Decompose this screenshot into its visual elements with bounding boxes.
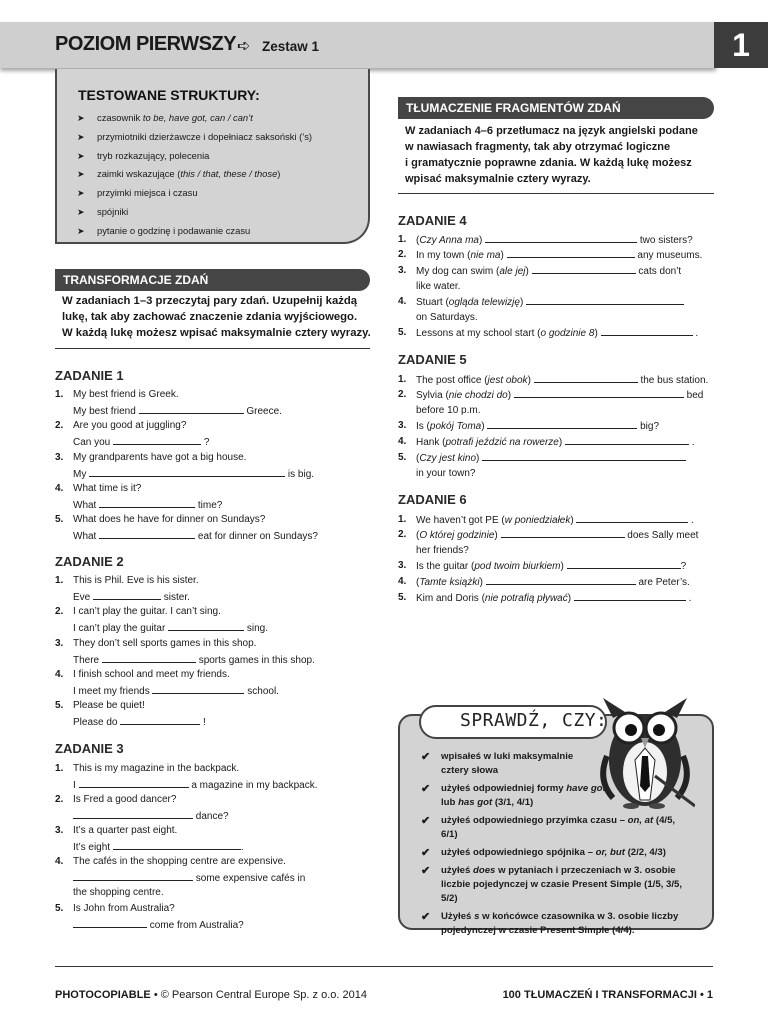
answer-blank[interactable] bbox=[514, 387, 684, 398]
checkmark-icon: ✔ bbox=[421, 751, 431, 763]
footer-divider bbox=[55, 966, 713, 967]
arrow-bullet-icon: ➤ bbox=[77, 113, 85, 123]
header-bar bbox=[0, 22, 716, 68]
checklist-item: ✔ użyłeś odpowiedniej formy have got lub has got (3/1, 4/1) bbox=[421, 783, 606, 808]
answer-blank[interactable] bbox=[482, 450, 686, 461]
structure-item: ➤ przyimki miejsca i czasu bbox=[77, 184, 312, 203]
checkmark-icon: ✔ bbox=[421, 783, 431, 795]
task-4-title: ZADANIE 4 bbox=[398, 213, 467, 228]
footer-book-title: 100 TŁUMACZEŃ I TRANSFORMACJI • 1 bbox=[502, 989, 713, 1001]
answer-blank[interactable] bbox=[576, 512, 688, 523]
checkmark-icon: ✔ bbox=[421, 911, 431, 923]
answer-blank[interactable] bbox=[152, 683, 244, 694]
answer-blank[interactable] bbox=[507, 247, 635, 258]
page-number-box: 1 bbox=[714, 22, 768, 68]
task-5-title: ZADANIE 5 bbox=[398, 352, 467, 367]
structure-item: ➤ czasownik to be, have got, can / can’t bbox=[77, 109, 312, 128]
arrow-bullet-icon: ➤ bbox=[77, 206, 85, 217]
divider bbox=[55, 348, 370, 349]
answer-blank[interactable] bbox=[487, 418, 637, 429]
answer-blank[interactable] bbox=[73, 808, 193, 819]
structures-title: TESTOWANE STRUKTURY: bbox=[78, 87, 260, 103]
arrow-bullet-icon: ➤ bbox=[77, 225, 85, 236]
checklist-item: ✔ użyłeś odpowiedniego przyimka czasu – on, at (4/5, 6/1) bbox=[421, 815, 676, 840]
answer-blank[interactable] bbox=[113, 434, 201, 445]
translate-intro: W zadaniach 4–6 przetłumacz na język angielski podane w nawiasach fragmenty, tak aby otrzymać logiczne i gramatycznie poprawne zdania. W każdą lukę możesz wpisać maksymalnie cztery wyrazy. bbox=[405, 125, 698, 185]
arrow-bullet-icon: ➤ bbox=[77, 169, 85, 180]
structure-item: ➤ pytanie o godzinę i podawanie czasu bbox=[77, 222, 312, 241]
checklist-item: ✔ wpisałeś w luki maksymalnie cztery słowa bbox=[421, 751, 574, 776]
answer-blank[interactable] bbox=[574, 590, 686, 601]
footer-copyright: PHOTOCOPIABLE • © Pearson Central Europe Sp. z o.o. 2014 bbox=[55, 989, 367, 1001]
checkmark-icon: ✔ bbox=[421, 847, 431, 859]
answer-blank[interactable] bbox=[567, 558, 681, 569]
structure-item: ➤ przymiotniki dzierżawcze i dopełniacz saksoński (’s) bbox=[77, 128, 312, 147]
checklist-item: ✔ użyłeś odpowiedniego spójnika – or, but (2/2, 4/3) bbox=[421, 847, 666, 859]
transform-intro: W zadaniach 1–3 przeczytaj pary zdań. Uzupełnij każdą lukę, tak aby zachować znaczenie zdania wyjściowego. W każdą lukę możesz wpisać maksymalnie cztery wyrazy. bbox=[62, 295, 371, 339]
answer-blank[interactable] bbox=[139, 403, 244, 414]
structure-item: ➤ tryb rozkazujący, polecenia bbox=[77, 147, 312, 166]
answer-blank[interactable] bbox=[532, 263, 636, 274]
arrow-bullet-icon: ➤ bbox=[77, 150, 85, 161]
structure-item: ➤ zaimki wskazujące (this / that, these / those) bbox=[77, 165, 312, 184]
answer-blank[interactable] bbox=[565, 434, 689, 445]
answer-blank[interactable] bbox=[79, 777, 189, 788]
answer-blank[interactable] bbox=[89, 466, 285, 477]
answer-blank[interactable] bbox=[120, 714, 200, 725]
task-6-title: ZADANIE 6 bbox=[398, 492, 467, 507]
level-title: POZIOM PIERWSZY bbox=[55, 33, 237, 55]
structures-list bbox=[77, 109, 312, 241]
answer-blank[interactable] bbox=[93, 589, 161, 600]
checklist-title: SPRAWDŹ, CZY: bbox=[460, 710, 608, 731]
translate-section-title: TŁUMACZENIE FRAGMENTÓW ZDAŃ bbox=[398, 97, 714, 119]
task-2-title: ZADANIE 2 bbox=[55, 554, 124, 569]
answer-blank[interactable] bbox=[99, 497, 195, 508]
answer-blank[interactable] bbox=[486, 574, 636, 585]
answer-blank[interactable] bbox=[99, 528, 195, 539]
set-subtitle: Zestaw 1 bbox=[262, 39, 320, 54]
checkmark-icon: ✔ bbox=[421, 815, 431, 827]
answer-blank[interactable] bbox=[102, 652, 196, 663]
checklist-item: ✔ użyłeś does w pytaniach i przeczeniach w 3. osobie liczbie pojedynczej w czasie Present Simple (1/5, 3/5, 5/2) bbox=[421, 865, 683, 904]
answer-blank[interactable] bbox=[501, 527, 625, 538]
answer-blank[interactable] bbox=[73, 870, 193, 881]
transform-section-title: TRANSFORMACJE ZDAŃ bbox=[55, 269, 370, 291]
checkmark-icon: ✔ bbox=[421, 865, 431, 877]
structures-box bbox=[55, 69, 370, 244]
answer-blank[interactable] bbox=[534, 372, 638, 383]
answer-blank[interactable] bbox=[485, 232, 637, 243]
arrow-bullet-icon: ➤ bbox=[77, 188, 85, 199]
owl-teacher-illustration bbox=[595, 690, 695, 810]
answer-blank[interactable] bbox=[601, 325, 693, 336]
answer-blank[interactable] bbox=[113, 839, 241, 850]
answer-blank[interactable] bbox=[526, 294, 684, 305]
answer-blank[interactable] bbox=[73, 917, 147, 928]
task-1-title: ZADANIE 1 bbox=[55, 368, 124, 383]
arrow-icon: ➪ bbox=[237, 38, 251, 55]
divider bbox=[398, 193, 714, 194]
arrow-bullet-icon: ➤ bbox=[77, 131, 85, 142]
structure-item: ➤ spójniki bbox=[77, 203, 312, 222]
answer-blank[interactable] bbox=[168, 620, 244, 631]
task-3-title: ZADANIE 3 bbox=[55, 741, 124, 756]
checklist-item: ✔ Użyłeś s w końcówce czasownika w 3. osobie liczby pojedynczej w czasie Present Simple (4/4). bbox=[421, 911, 679, 936]
